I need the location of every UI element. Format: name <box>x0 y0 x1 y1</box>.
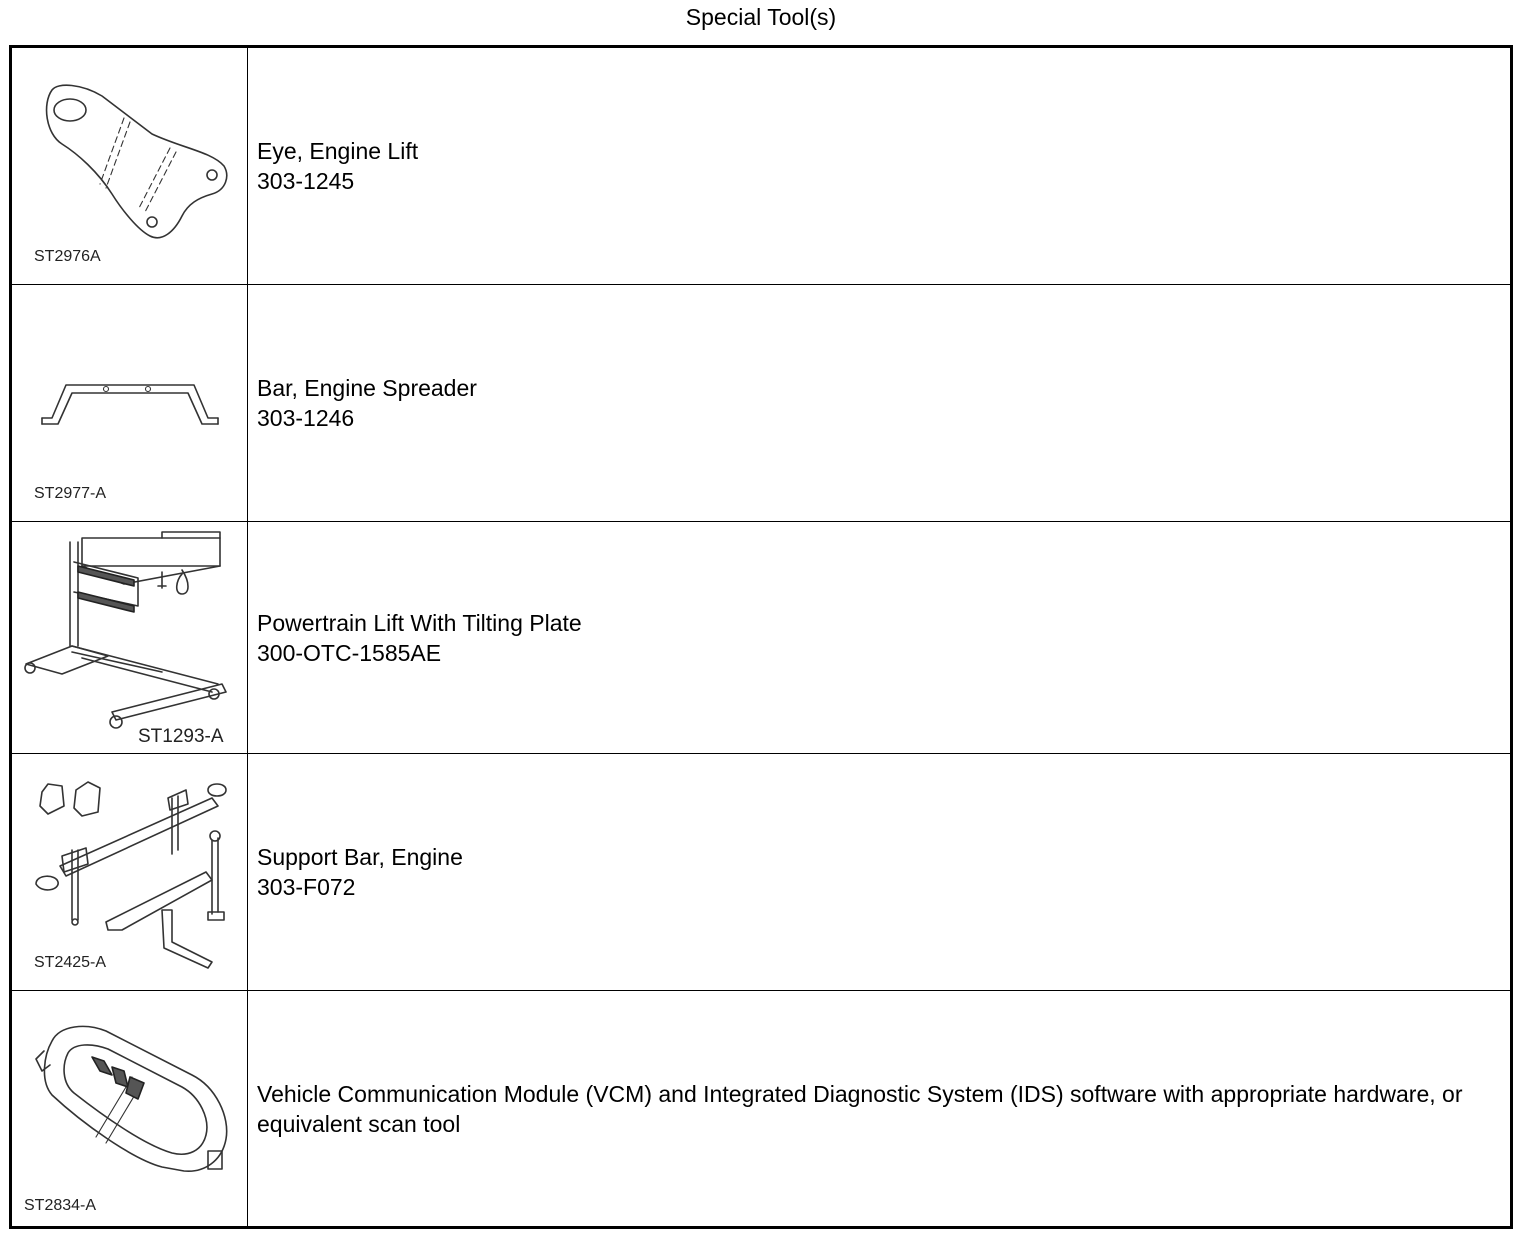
tool-image-code: ST2425-A <box>34 954 107 971</box>
tool-image-code: ST2834-A <box>24 1197 97 1214</box>
tool-part-number: 300-OTC-1585AE <box>257 639 442 666</box>
tool-image-cell <box>12 754 248 990</box>
vcm-module-illustration <box>12 991 248 1228</box>
tool-part-number: 303-1245 <box>257 168 355 194</box>
tool-row-engine-support-bar <box>12 754 1510 991</box>
tool-name: Eye, Engine Lift <box>257 138 419 164</box>
tool-name: Powertrain Lift With Tilting Plate <box>257 609 582 636</box>
tool-name: Bar, Engine Spreader <box>257 375 477 401</box>
tool-image-cell <box>12 522 248 753</box>
tool-name: Vehicle Communication Module (VCM) and Integrated Diagnostic System (IDS) software with appropriate hardware, or equivalent scan tool <box>257 1080 1463 1137</box>
tool-image-code: ST2976A <box>34 248 101 265</box>
tool-part-number: 303-F072 <box>257 874 356 900</box>
tool-row-engine-spreader-bar <box>12 285 1510 522</box>
special-tools-table <box>9 45 1513 1229</box>
tool-image-cell <box>12 48 248 284</box>
tool-row-vcm-ids <box>12 991 1510 1226</box>
tool-image-code: ST1293-A <box>138 726 224 747</box>
tool-description-cell <box>248 48 1510 284</box>
tool-description-cell <box>248 285 1510 521</box>
tool-row-engine-lift-eye <box>12 48 1510 285</box>
tool-image-cell <box>12 991 248 1226</box>
tool-description-cell <box>248 522 1510 753</box>
page-title: Special Tool(s) <box>685 4 837 30</box>
tool-image-cell <box>12 285 248 521</box>
tool-description-cell <box>248 754 1510 990</box>
tool-description-cell <box>248 991 1510 1226</box>
powertrain-lift-illustration <box>12 522 248 754</box>
tool-part-number: 303-1246 <box>257 405 355 431</box>
tool-image-code: ST2977-A <box>34 485 107 502</box>
tool-row-powertrain-lift <box>12 522 1510 754</box>
tool-name: Support Bar, Engine <box>257 844 463 870</box>
